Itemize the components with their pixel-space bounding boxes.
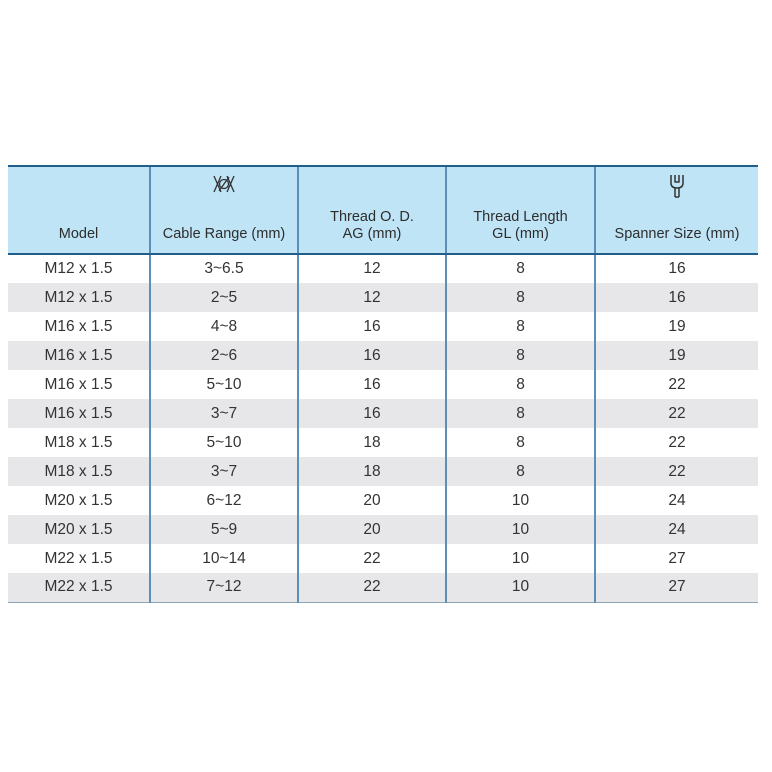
cell-thread-od: 22 xyxy=(298,544,446,573)
cell-thread-length: 8 xyxy=(446,341,595,370)
table-header xyxy=(8,166,758,254)
table-row xyxy=(8,573,758,602)
cell-model: M16 x 1.5 xyxy=(8,341,150,370)
cell-cable-range: 7~12 xyxy=(150,573,298,602)
table-row xyxy=(8,399,758,428)
spec-table xyxy=(8,165,758,603)
cell-thread-length: 8 xyxy=(446,370,595,399)
table-row xyxy=(8,283,758,312)
cell-model: M12 x 1.5 xyxy=(8,283,150,312)
cell-cable-range: 5~9 xyxy=(150,515,298,544)
cell-spanner-size: 27 xyxy=(595,544,758,573)
cell-spanner-size: 22 xyxy=(595,457,758,486)
cell-thread-od: 20 xyxy=(298,515,446,544)
table-row xyxy=(8,428,758,457)
cell-model: M20 x 1.5 xyxy=(8,486,150,515)
cell-model: M22 x 1.5 xyxy=(8,573,150,602)
header-spanner-size-label: Spanner Size (mm) xyxy=(614,226,740,242)
cell-thread-od: 12 xyxy=(298,283,446,312)
header-thread-length-line2: GL (mm) xyxy=(492,226,549,242)
cell-model: M18 x 1.5 xyxy=(8,428,150,457)
table-row xyxy=(8,312,758,341)
table-row xyxy=(8,486,758,515)
cell-cable-range: 3~7 xyxy=(150,457,298,486)
header-thread-length-line1: Thread Length xyxy=(473,209,568,225)
cell-model: M20 x 1.5 xyxy=(8,515,150,544)
header-cable-range xyxy=(150,166,298,254)
cell-cable-range: 3~7 xyxy=(150,399,298,428)
header-thread-length xyxy=(446,166,595,254)
table-body xyxy=(8,254,758,602)
header-row xyxy=(8,166,758,254)
cell-thread-length: 8 xyxy=(446,312,595,341)
cell-spanner-size: 16 xyxy=(595,283,758,312)
header-thread-od xyxy=(298,166,446,254)
header-model xyxy=(8,166,150,254)
table-row xyxy=(8,515,758,544)
spanner-icon xyxy=(596,173,758,197)
cell-thread-od: 16 xyxy=(298,399,446,428)
cell-spanner-size: 24 xyxy=(595,515,758,544)
cell-model: M16 x 1.5 xyxy=(8,399,150,428)
cell-thread-length: 10 xyxy=(446,515,595,544)
cell-spanner-size: 19 xyxy=(595,312,758,341)
header-thread-od-line1: Thread O. D. xyxy=(330,209,414,225)
cell-thread-length: 8 xyxy=(446,283,595,312)
cell-thread-length: 8 xyxy=(446,399,595,428)
cell-cable-range: 5~10 xyxy=(150,370,298,399)
cell-thread-od: 16 xyxy=(298,341,446,370)
cell-thread-length: 8 xyxy=(446,254,595,283)
cell-thread-od: 16 xyxy=(298,370,446,399)
cell-thread-od: 12 xyxy=(298,254,446,283)
cell-cable-range: 6~12 xyxy=(150,486,298,515)
header-thread-od-line2: AG (mm) xyxy=(342,226,402,242)
cell-model: M18 x 1.5 xyxy=(8,457,150,486)
cell-thread-od: 18 xyxy=(298,457,446,486)
cell-thread-length: 10 xyxy=(446,486,595,515)
cell-thread-length: 10 xyxy=(446,573,595,602)
cell-model: M12 x 1.5 xyxy=(8,254,150,283)
cell-model: M16 x 1.5 xyxy=(8,370,150,399)
cell-spanner-size: 16 xyxy=(595,254,758,283)
cell-thread-od: 18 xyxy=(298,428,446,457)
cell-thread-od: 22 xyxy=(298,573,446,602)
cable-clamp-icon xyxy=(151,173,297,197)
cell-model: M16 x 1.5 xyxy=(8,312,150,341)
cell-cable-range: 2~5 xyxy=(150,283,298,312)
cell-spanner-size: 24 xyxy=(595,486,758,515)
cell-thread-od: 16 xyxy=(298,312,446,341)
cell-spanner-size: 22 xyxy=(595,428,758,457)
header-spanner-size xyxy=(595,166,758,254)
table-row xyxy=(8,341,758,370)
cell-spanner-size: 22 xyxy=(595,370,758,399)
table-row xyxy=(8,370,758,399)
cell-cable-range: 10~14 xyxy=(150,544,298,573)
cell-cable-range: 4~8 xyxy=(150,312,298,341)
cell-spanner-size: 22 xyxy=(595,399,758,428)
cell-cable-range: 2~6 xyxy=(150,341,298,370)
cell-spanner-size: 27 xyxy=(595,573,758,602)
table-row xyxy=(8,457,758,486)
header-cable-range-label: Cable Range (mm) xyxy=(162,226,286,242)
cell-thread-od: 20 xyxy=(298,486,446,515)
table-row xyxy=(8,254,758,283)
cell-thread-length: 8 xyxy=(446,457,595,486)
cell-cable-range: 3~6.5 xyxy=(150,254,298,283)
header-model-label: Model xyxy=(58,226,99,242)
cell-thread-length: 8 xyxy=(446,428,595,457)
cell-thread-length: 10 xyxy=(446,544,595,573)
table-row xyxy=(8,544,758,573)
cell-spanner-size: 19 xyxy=(595,341,758,370)
cell-cable-range: 5~10 xyxy=(150,428,298,457)
cell-model: M22 x 1.5 xyxy=(8,544,150,573)
